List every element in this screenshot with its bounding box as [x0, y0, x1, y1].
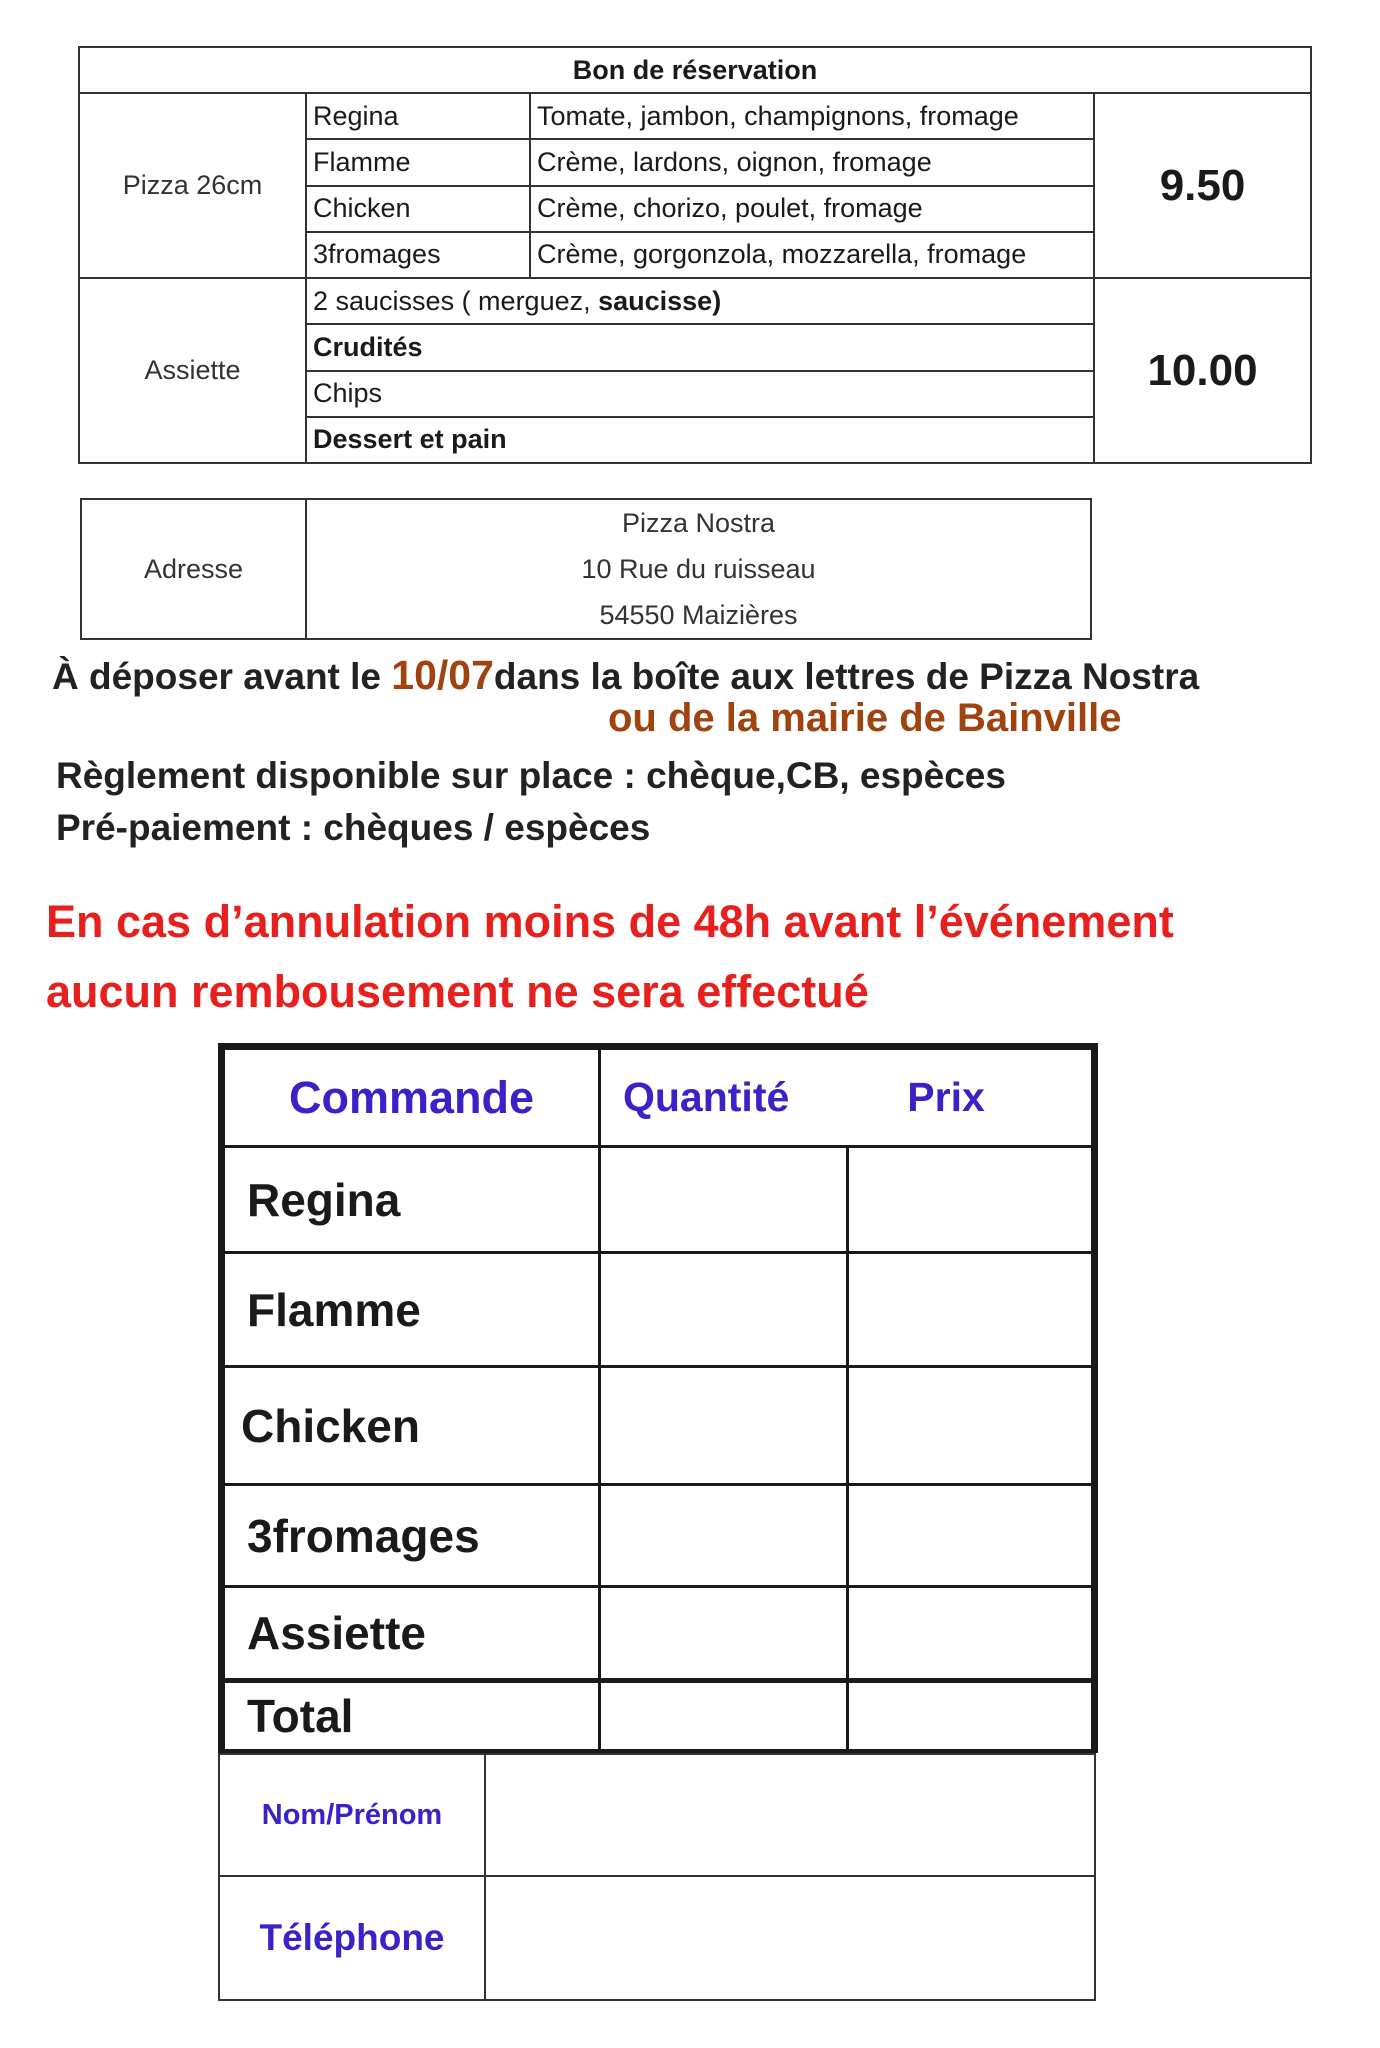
- pizza-ingredients: Crème, chorizo, poulet, fromage: [530, 186, 1094, 232]
- deposit-suffix: dans la boîte aux lettres de Pizza Nostra: [493, 656, 1200, 697]
- price-cell[interactable]: [848, 1485, 1093, 1587]
- assiette-item: [306, 278, 1094, 324]
- order-table: [218, 1043, 1098, 1753]
- address-line: 54550 Maizières: [599, 600, 798, 630]
- address-lines: [306, 499, 1091, 639]
- quantity-cell[interactable]: [600, 1367, 848, 1485]
- assiette-price: 10.00: [1094, 278, 1311, 463]
- pizza-name: Regina: [306, 93, 530, 139]
- reservation-table: [78, 46, 1310, 464]
- assiette-category: Assiette: [79, 278, 306, 463]
- order-item-label: 3fromages: [224, 1485, 600, 1587]
- header-prix: Prix: [907, 1074, 985, 1120]
- assiette-item: Crudités: [306, 324, 1094, 370]
- pizza-ingredients: Crème, gorgonzola, mozzarella, fromage: [530, 232, 1094, 278]
- phone-field[interactable]: [485, 1876, 1095, 2000]
- assiette-item-text: 2 saucisses ( merguez,: [313, 285, 599, 316]
- deposit-alt: ou de la mairie de Bainville: [608, 696, 1122, 740]
- deposit-date: 10/07: [391, 652, 494, 698]
- quantity-cell[interactable]: [600, 1587, 848, 1681]
- total-quantity-cell[interactable]: [600, 1681, 848, 1751]
- pizza-name: Flamme: [306, 139, 530, 185]
- quantity-cell[interactable]: [600, 1253, 848, 1367]
- order-item-label: Regina: [224, 1147, 600, 1253]
- order-item-label: Flamme: [224, 1253, 600, 1367]
- order-item-label: Chicken: [224, 1367, 600, 1485]
- no-refund-warning: aucun rembousement ne sera effectué: [46, 966, 869, 1017]
- price-cell[interactable]: [848, 1253, 1093, 1367]
- order-total-label: Total: [224, 1681, 600, 1751]
- price-cell[interactable]: [848, 1147, 1093, 1253]
- pizza-ingredients: Tomate, jambon, champignons, fromage: [530, 93, 1094, 139]
- deposit-note: [52, 652, 1199, 699]
- phone-label: Téléphone: [219, 1876, 485, 2000]
- price-cell[interactable]: [848, 1367, 1093, 1485]
- pizza-name: Chicken: [306, 186, 530, 232]
- header-commande: Commande: [224, 1049, 600, 1147]
- pizza-price: 9.50: [1094, 93, 1311, 278]
- pizza-ingredients: Crème, lardons, oignon, fromage: [530, 139, 1094, 185]
- order-item-label: Assiette: [224, 1587, 600, 1681]
- cancellation-warning: En cas d’annulation moins de 48h avant l’événement: [46, 896, 1174, 947]
- quantity-cell[interactable]: [600, 1147, 848, 1253]
- header-quantite: Quantité: [623, 1074, 790, 1120]
- pizza-name: 3fromages: [306, 232, 530, 278]
- assiette-item: Chips: [306, 371, 1094, 417]
- header-quantite-prix: [600, 1049, 1093, 1147]
- address-table: [80, 498, 1092, 640]
- contact-table: [218, 1753, 1096, 1999]
- name-label: Nom/Prénom: [219, 1754, 485, 1876]
- address-line: 10 Rue du ruisseau: [581, 554, 816, 584]
- payment-onsite: Règlement disponible sur place : chèque,CB, espèces: [56, 755, 1006, 796]
- total-price-cell[interactable]: [848, 1681, 1093, 1751]
- address-label: Adresse: [81, 499, 306, 639]
- reservation-title: Bon de réservation: [79, 47, 1311, 93]
- name-field[interactable]: [485, 1754, 1095, 1876]
- assiette-item: Dessert et pain: [306, 417, 1094, 463]
- address-line: Pizza Nostra: [621, 508, 776, 538]
- prepayment-note: Pré-paiement : chèques / espèces: [56, 807, 651, 848]
- price-cell[interactable]: [848, 1587, 1093, 1681]
- pizza-category: Pizza 26cm: [79, 93, 306, 278]
- assiette-item-bold: saucisse): [598, 285, 722, 316]
- deposit-prefix: À déposer avant le: [52, 656, 392, 697]
- quantity-cell[interactable]: [600, 1485, 848, 1587]
